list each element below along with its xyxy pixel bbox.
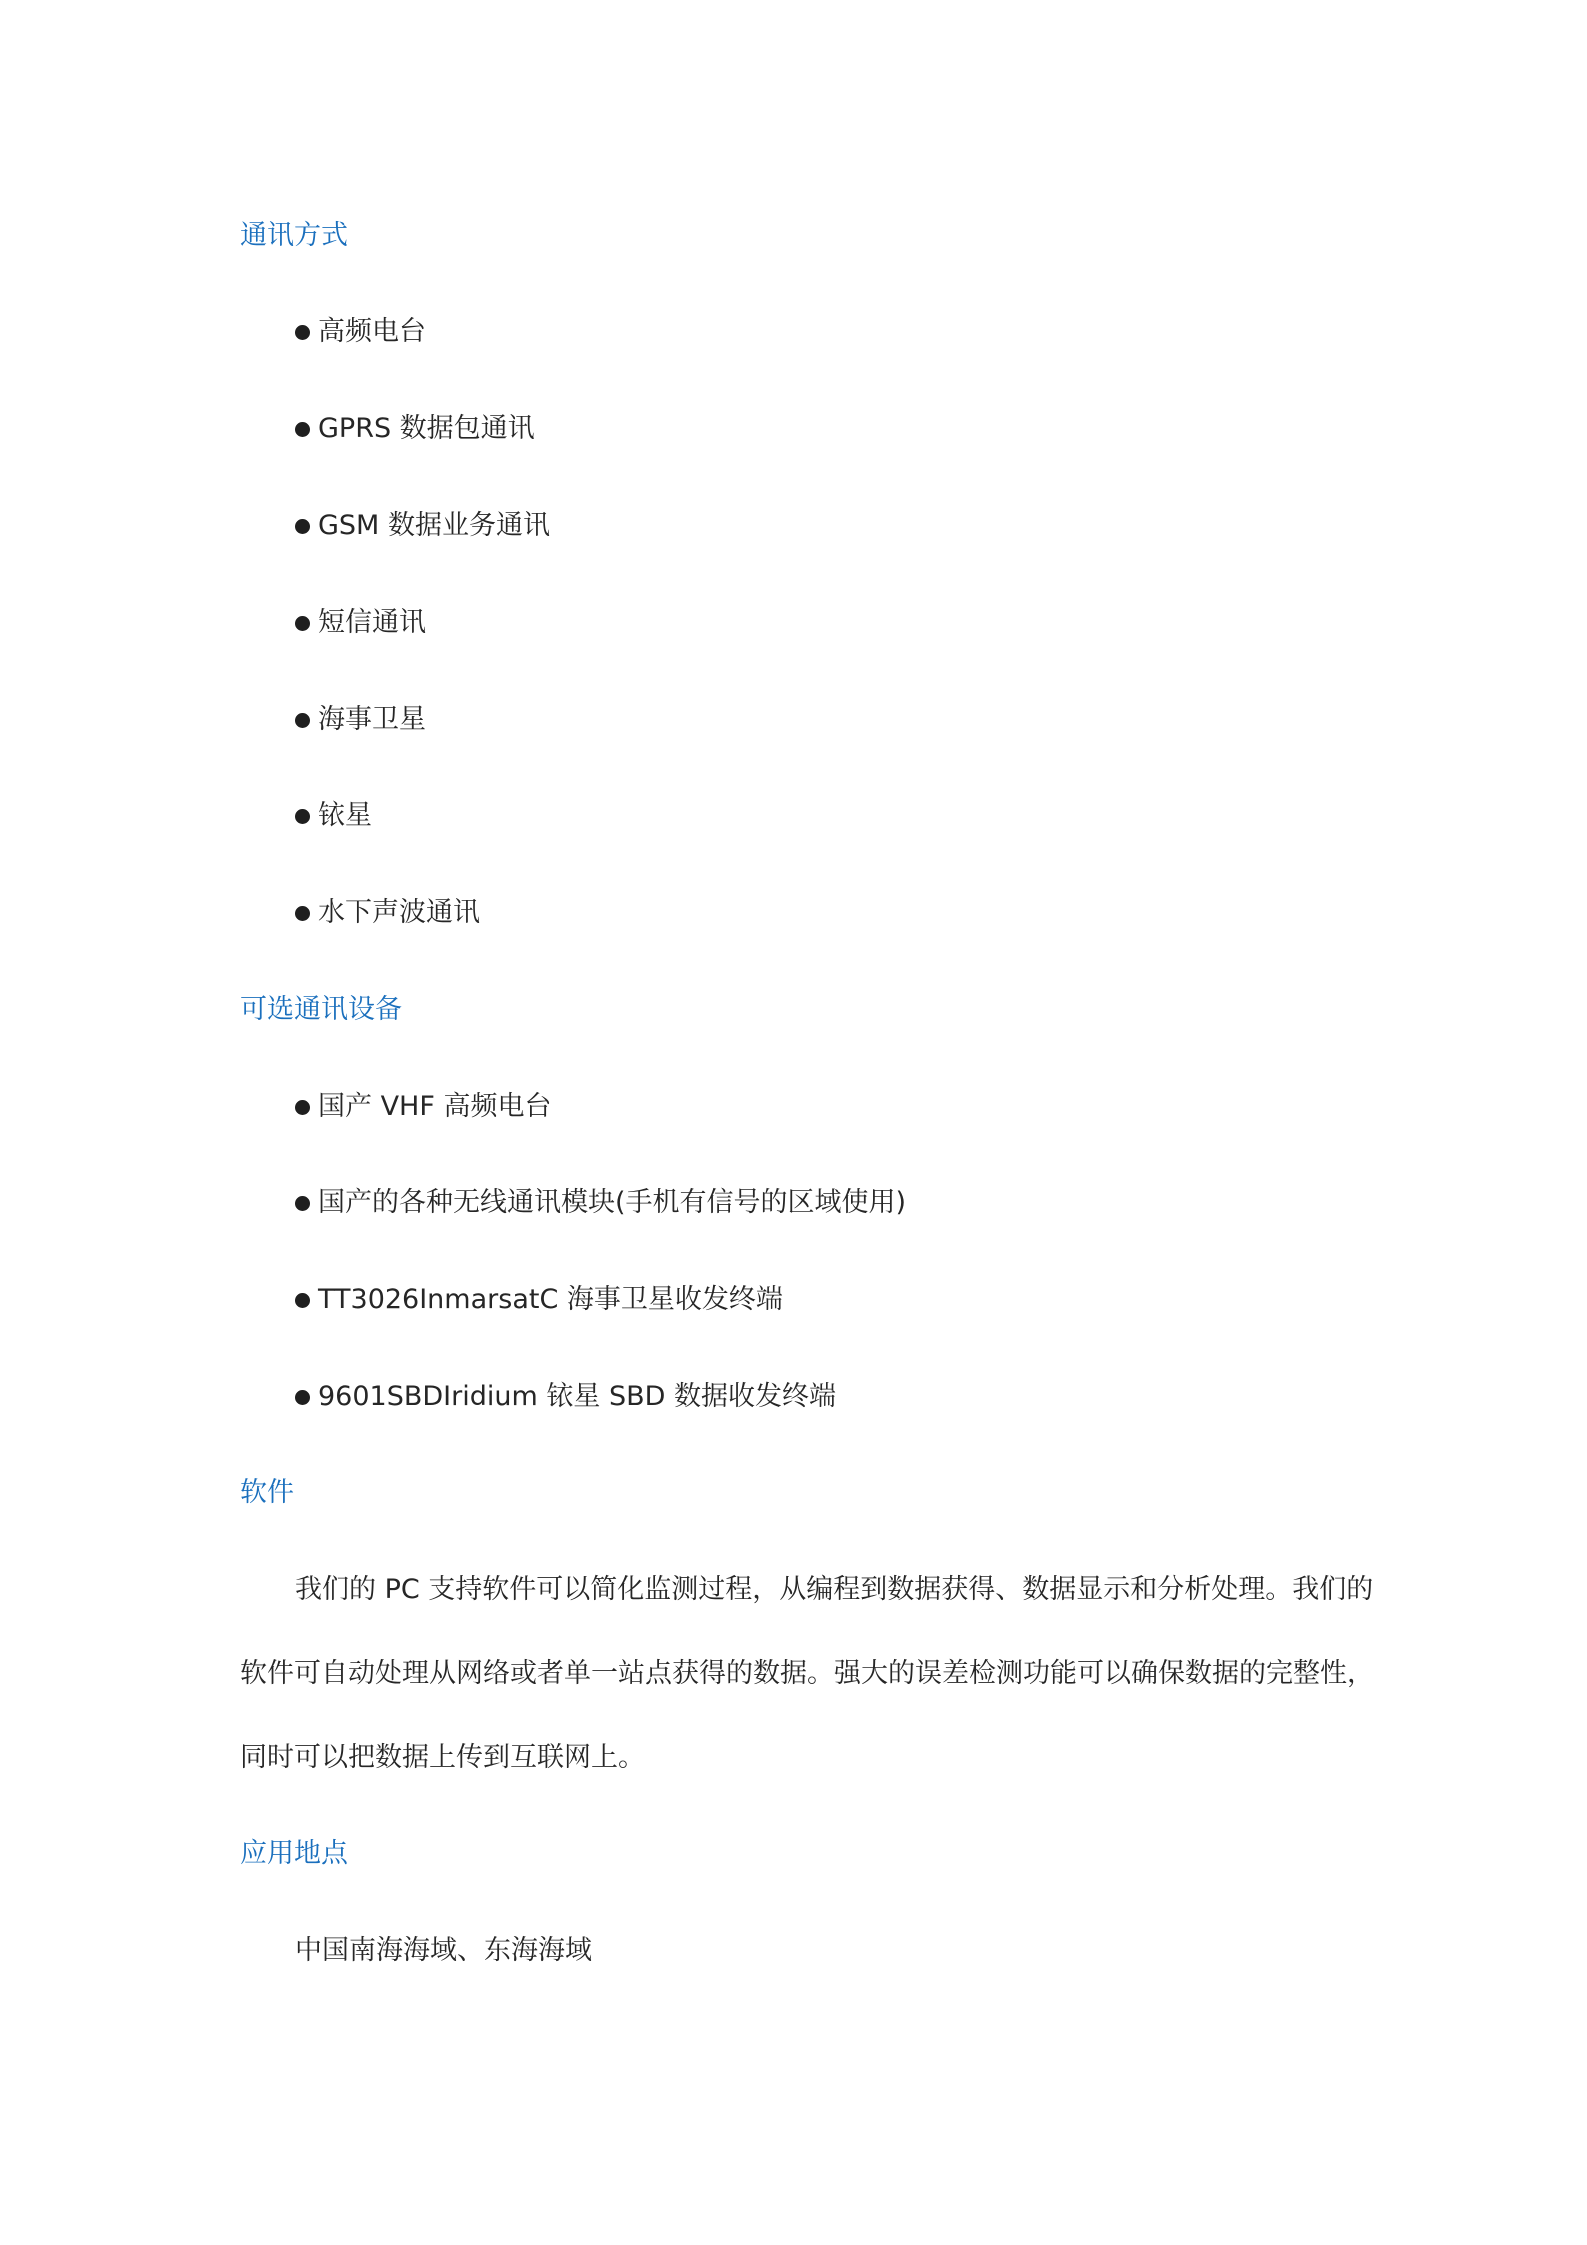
section-heading-communication-methods: 通讯方式: [240, 220, 348, 251]
list-item: [295, 1282, 783, 1318]
paragraph-line: 中国南海海域、东海海域: [295, 1935, 592, 1966]
list-item-label: 铱星: [318, 800, 372, 831]
list-item-label: 海事卫星: [318, 704, 426, 735]
paragraph-line: 同时可以把数据上传到互联网上。: [240, 1742, 645, 1773]
bullet-icon: [295, 809, 310, 824]
list-item-label: 短信通讯: [318, 607, 426, 638]
list-item: [295, 508, 550, 544]
list-item-label: GPRS 数据包通讯: [318, 413, 535, 444]
bullet-icon: [295, 616, 310, 631]
list-item-label: TT3026InmarsatC 海事卫星收发终端: [318, 1284, 783, 1315]
list-item-label: 9601SBDIridium 铱星 SBD 数据收发终端: [318, 1381, 836, 1412]
list-item: [295, 605, 426, 641]
section-heading-application-sites: 应用地点: [240, 1838, 348, 1869]
list-item: [295, 411, 535, 447]
bullet-icon: [295, 325, 310, 340]
bullet-icon: [295, 1390, 310, 1405]
paragraph-line: 软件可自动处理从网络或者单一站点获得的数据。强大的误差检测功能可以确保数据的完整性，: [240, 1658, 1374, 1689]
list-item: [295, 895, 480, 931]
bullet-icon: [295, 422, 310, 437]
list-item-label: 高频电台: [318, 316, 426, 347]
list-item: [295, 1089, 551, 1125]
list-item-label: GSM 数据业务通讯: [318, 510, 550, 541]
list-item: [295, 1185, 906, 1221]
list-item: [295, 314, 426, 350]
list-item: [295, 798, 372, 834]
paragraph-line: 我们的 PC 支持软件可以简化监测过程，从编程到数据获得、数据显示和分析处理。我们的: [295, 1574, 1374, 1605]
list-item: [295, 1379, 836, 1415]
bullet-icon: [295, 906, 310, 921]
list-item: [295, 702, 426, 738]
list-item-label: 水下声波通讯: [318, 897, 480, 928]
bullet-icon: [295, 1293, 310, 1308]
bullet-icon: [295, 1196, 310, 1211]
section-heading-optional-devices: 可选通讯设备: [240, 994, 402, 1025]
bullet-icon: [295, 713, 310, 728]
section-heading-software: 软件: [240, 1477, 294, 1508]
list-item-label: 国产的各种无线通讯模块(手机有信号的区域使用): [318, 1187, 907, 1218]
bullet-icon: [295, 1100, 310, 1115]
bullet-icon: [295, 519, 310, 534]
list-item-label: 国产 VHF 高频电台: [318, 1091, 552, 1122]
